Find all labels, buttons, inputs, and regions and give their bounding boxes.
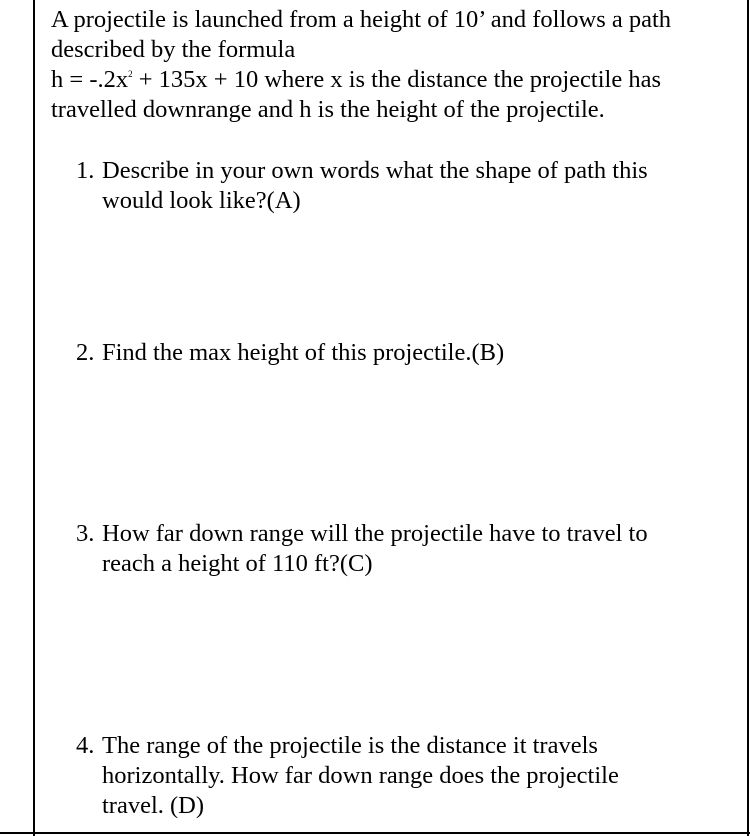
question-1 [76, 156, 736, 216]
right-border-line [747, 0, 749, 836]
question-2-line-1 [76, 338, 736, 368]
left-border-line [33, 0, 35, 836]
question-text: Describe in your own words what the shape of path this [102, 157, 648, 184]
formula-exponent: 2 [128, 69, 133, 79]
question-1-line-2: would look like?(A) [102, 187, 301, 214]
question-3 [76, 519, 736, 579]
intro-line-1: A projectile is launched from a height of 10’ and follows a path [51, 6, 672, 33]
question-4-line-1 [76, 731, 736, 761]
question-text: How far down range will the projectile have to travel to [102, 520, 648, 547]
question-4-line-2: horizontally. How far down range does the projectile [102, 762, 619, 789]
intro-line-2: described by the formula [51, 36, 296, 63]
intro-line-4: travelled downrange and h is the height of the projectile. [51, 96, 605, 123]
problem-statement [51, 5, 741, 125]
question-1-line-1 [76, 156, 736, 186]
question-4-line-3: travel. (D) [102, 792, 205, 819]
question-text: Find the max height of this projectile.(B) [102, 339, 505, 366]
formula-line [51, 65, 741, 95]
question-number: 4. [76, 732, 95, 759]
bottom-border-line [0, 832, 750, 834]
question-2 [76, 338, 736, 368]
question-3-line-2: reach a height of 110 ft?(C) [102, 550, 373, 577]
formula-rest: + 135x + 10 where x is the distance the projectile has [132, 66, 661, 93]
question-text: The range of the projectile is the distance it travels [102, 732, 598, 759]
question-4 [76, 731, 736, 821]
question-3-line-1 [76, 519, 736, 549]
question-number: 1. [76, 157, 95, 184]
question-number: 2. [76, 339, 95, 366]
formula-h: h = -.2x [51, 66, 129, 93]
question-number: 3. [76, 520, 95, 547]
